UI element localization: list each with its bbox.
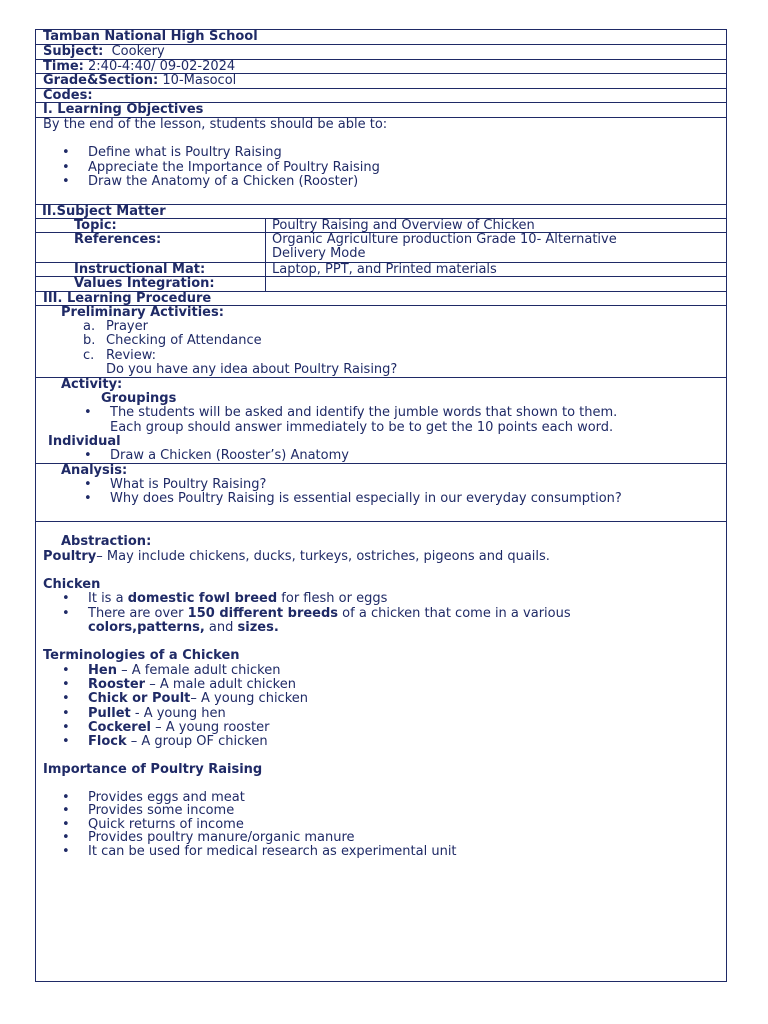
importance-item: • It can be used for medical research as experimental unit [88,845,457,859]
term-item [88,692,308,706]
abstraction-title: Abstraction: [61,534,152,549]
groupings-line1: • The students will be asked and identify the jumble words that shown to them. [110,406,617,420]
objective-item: • Draw the Anatomy of a Chicken (Rooster) [88,175,358,189]
term-name: Cockerel [88,720,151,735]
references-label: References: [74,232,162,247]
time-value: 2:40-4:40/ 09-02-2024 [88,59,236,74]
references-row [36,233,726,263]
time-row [36,60,726,74]
term-item [88,707,226,721]
lesson-plan-frame [35,29,727,982]
objectives-body [36,118,726,205]
topic-row [36,219,726,233]
term-def: – A male adult chicken [145,677,296,692]
term-name: Rooster [88,677,146,692]
individual-item: • Draw a Chicken (Rooster’s) Anatomy [110,449,349,463]
subject-label: Subject: [43,44,104,59]
chicken-b2-bold1: colors,patterns, [88,620,205,635]
review-question: Do you have any idea about Poultry Raising? [106,362,398,377]
grade-label: Grade&Section: [43,73,159,88]
term-def: – A group OF chicken [126,734,268,749]
importance-title: Importance of Poultry Raising [43,762,263,777]
poultry-definition [43,550,550,564]
term-def: – A female adult chicken [116,663,281,678]
procedure-title-row [36,292,726,306]
chicken-b1-pre: It is a [88,591,128,606]
objective-item: • Define what is Poultry Raising [88,146,282,160]
topic-value: Poultry Raising and Overview of Chicken [272,218,535,233]
chicken-b2-mid: and [204,620,238,635]
subject-row [36,45,726,60]
references-line2: Delivery Mode [272,246,366,261]
poultry-term: Poultry [43,549,97,564]
codes-row [36,89,726,103]
term-item [88,678,296,692]
importance-item: • Provides some income [88,804,234,818]
analysis-item: • Why does Poultry Raising is essential especially in our everyday consumption? [110,492,622,506]
chicken-b2-bold2: sizes. [237,620,279,635]
chicken-b2-pre: There are over [88,606,188,621]
preliminary-marker: a. [83,319,96,334]
chicken-b2-post: of a chicken that come in a various [338,606,571,621]
objectives-title-row [36,103,726,118]
importance-item: • Provides eggs and meat [88,791,245,805]
materials-value: Laptop, PPT, and Printed materials [272,262,497,277]
preliminary-title: Preliminary Activities: [61,305,224,320]
term-name: Flock [88,734,127,749]
time-label: Time: [43,59,84,74]
individual-title: Individual [48,434,121,449]
term-item [88,721,269,735]
term-def: - A young hen [130,706,226,721]
subject-matter-title-row [36,205,726,219]
materials-row [36,263,726,277]
values-row [36,277,726,292]
preliminary-item: Prayer [106,319,148,334]
subject-matter-divider [265,219,266,292]
chicken-b1-post: for flesh or eggs [277,591,388,606]
groupings-line2: Each group should answer immediately to be to get the 10 points each word. [110,420,614,435]
subject-value: Cookery [111,44,165,59]
analysis-title: Analysis: [61,463,128,478]
school-name: Tamban National High School [43,29,258,44]
importance-item: • Quick returns of income [88,818,244,832]
objectives-title: I. Learning Objectives [43,102,204,117]
subject-matter-title: II.Subject Matter [42,204,166,219]
chicken-title: Chicken [43,577,101,592]
grade-value: 10-Masocol [162,73,237,88]
poultry-def: – May include chickens, ducks, turkeys, ostriches, pigeons and quails. [96,549,550,564]
chicken-bullet-line2 [88,621,279,635]
preliminary-marker: c. [83,348,95,363]
chicken-b1-bold: domestic fowl breed [127,591,278,606]
term-name: Hen [88,663,117,678]
analysis-item: • What is Poultry Raising? [110,478,266,492]
term-name: Pullet [88,706,131,721]
chicken-b2-bold: 150 different breeds [187,606,339,621]
analysis-section [36,464,726,522]
terms-title: Terminologies of a Chicken [43,648,240,663]
term-def: – A young chicken [190,691,309,706]
values-label: Values Integration: [74,276,215,291]
references-line1: Organic Agriculture production Grade 10- Alternative [272,232,617,247]
grade-row [36,74,726,89]
term-item [88,664,280,678]
preliminary-item: Review: [106,348,157,363]
activity-section [36,378,726,464]
topic-label: Topic: [74,218,117,233]
codes-label: Codes: [43,88,93,103]
school-row [36,30,726,45]
chicken-bullet [88,607,571,621]
chicken-bullet [88,592,387,606]
groupings-title: Groupings [101,391,177,406]
materials-label: Instructional Mat: [74,262,206,277]
term-item [88,735,268,749]
term-name: Chick or Poult [88,691,191,706]
activity-title: Activity: [61,377,123,392]
preliminary-item: Checking of Attendance [106,333,262,348]
objective-item: • Appreciate the Importance of Poultry Raising [88,161,380,175]
term-def: – A young rooster [150,720,270,735]
objectives-intro: By the end of the lesson, students should be able to: [43,117,388,132]
preliminary-marker: b. [83,333,96,348]
importance-item: • Provides poultry manure/organic manure [88,831,355,845]
procedure-title: III. Learning Procedure [43,291,212,306]
preliminary-section [36,306,726,378]
